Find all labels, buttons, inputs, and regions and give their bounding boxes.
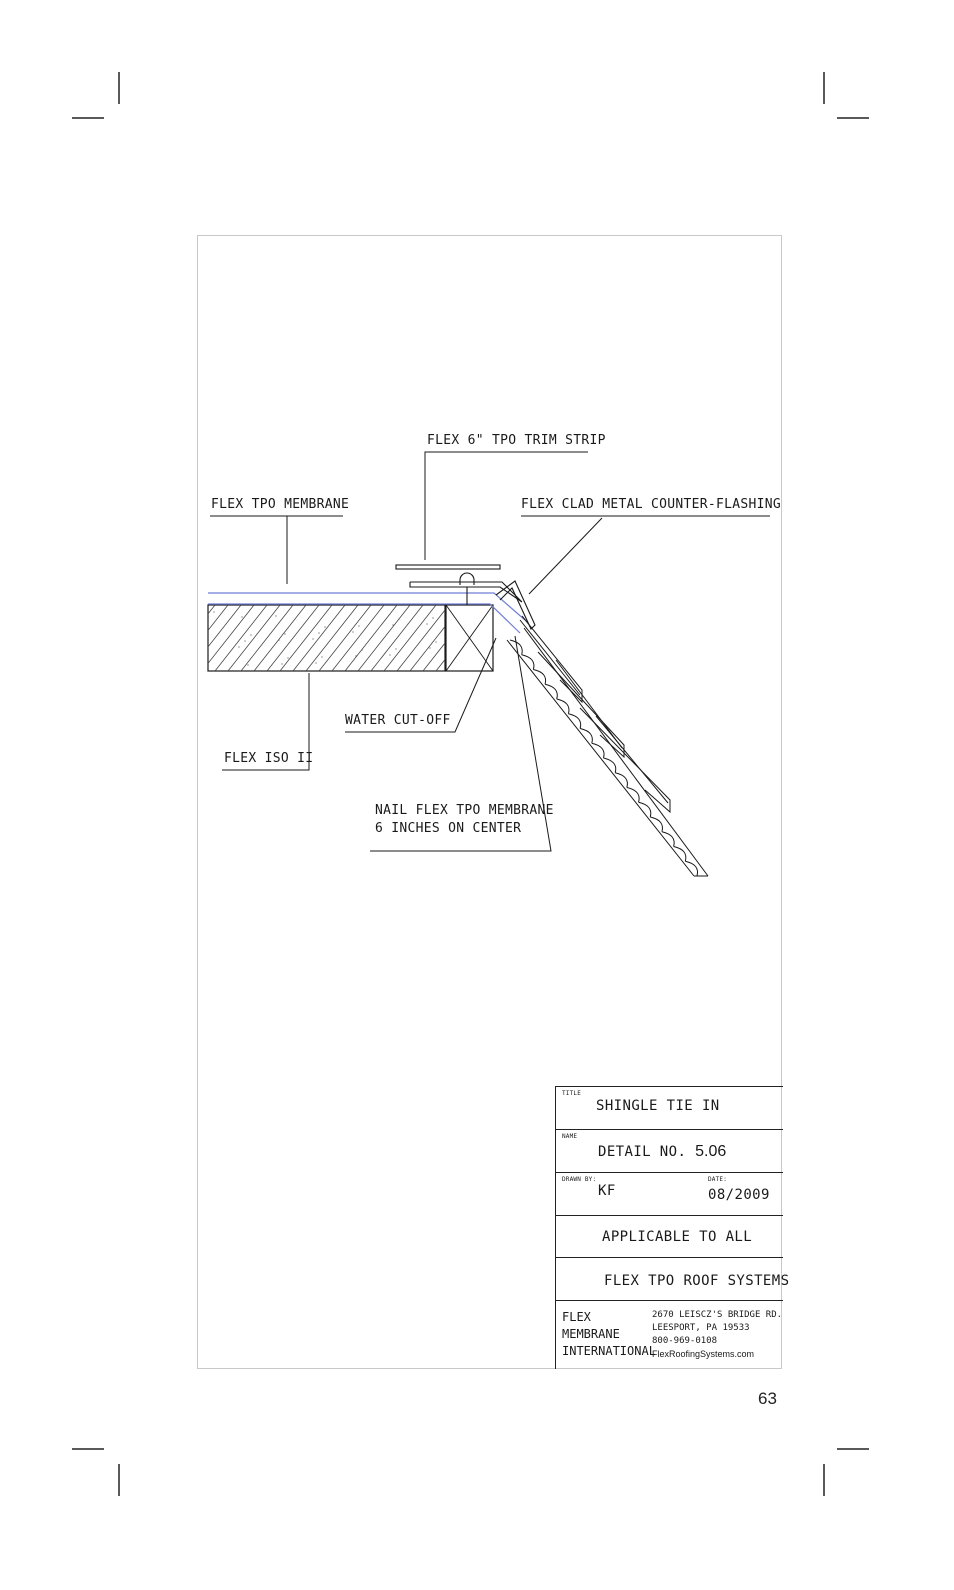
title-block	[555, 1086, 790, 1369]
drawn-row	[556, 1173, 783, 1216]
drawn-by-value: KF	[598, 1183, 616, 1199]
name-row	[556, 1130, 783, 1173]
date-value: 08/2009	[708, 1187, 770, 1203]
title-row	[556, 1087, 783, 1130]
applicable-text: APPLICABLE TO ALL	[602, 1229, 753, 1245]
callout-nail-line2: 6 INCHES ON CENTER	[375, 821, 522, 836]
detail-prefix: DETAIL NO.	[598, 1144, 687, 1160]
address-line1: 2670 LEISCZ'S BRIDGE RD.	[652, 1310, 783, 1320]
page-number: 63	[758, 1389, 777, 1408]
title-label: TITLE	[562, 1090, 582, 1097]
system-text: FLEX TPO ROOF SYSTEMS	[604, 1273, 790, 1289]
company-line3: INTERNATIONAL	[562, 1344, 656, 1358]
website: FlexRoofingSystems.com	[652, 1349, 755, 1359]
phone: 800-969-0108	[652, 1336, 718, 1346]
company-line1: FLEX	[562, 1310, 591, 1324]
date-label: DATE:	[708, 1176, 728, 1183]
iso-insulation-board	[150, 605, 501, 671]
company-line2: MEMBRANE	[562, 1327, 620, 1341]
callout-counter-flashing: FLEX CLAD METAL COUNTER-FLASHING	[521, 497, 782, 512]
callout-nail-line1: NAIL FLEX TPO MEMBRANE	[375, 803, 554, 818]
callout-iso: FLEX ISO II	[224, 751, 314, 766]
callout-trim-strip: FLEX 6" TPO TRIM STRIP	[427, 433, 606, 448]
trim-strip	[396, 565, 522, 605]
detail-number-value: 5.06	[695, 1143, 727, 1160]
applicable-row	[556, 1216, 783, 1258]
company-row	[556, 1301, 783, 1370]
shingle-deck	[507, 616, 708, 876]
drawn-by-label: DRAWN BY:	[562, 1176, 597, 1183]
detail-number	[598, 1143, 726, 1161]
callout-water-cutoff: WATER CUT-OFF	[345, 713, 451, 728]
address-line2: LEESPORT, PA 19533	[652, 1323, 750, 1333]
system-row	[556, 1258, 790, 1301]
name-label: NAME	[562, 1133, 578, 1140]
drawing-title: SHINGLE TIE IN	[596, 1098, 720, 1114]
callout-tpo-membrane: FLEX TPO MEMBRANE	[211, 497, 350, 512]
